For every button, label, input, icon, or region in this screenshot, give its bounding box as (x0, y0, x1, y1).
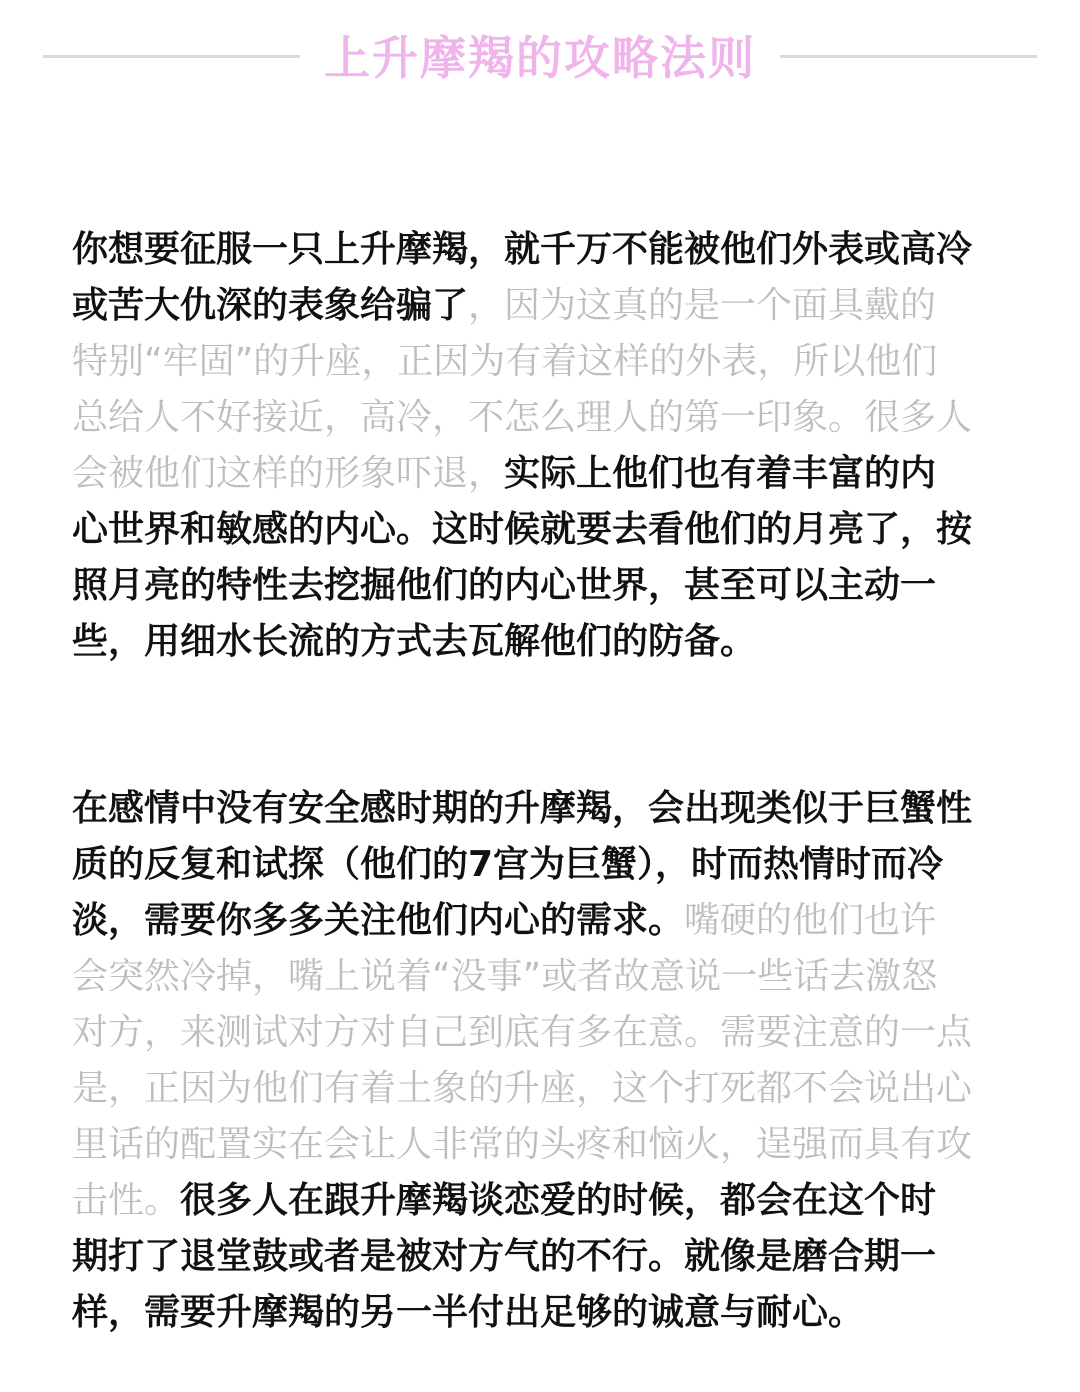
paragraph-2 (72, 781, 972, 1341)
section-title: 上升摩羯的攻略法则 (324, 31, 756, 85)
paragraph-1-bold-conclusion: 实际上他们也有着丰富的内心世界和敏感的内心。这时候就要去看他们的月亮了，按照月亮的特性去挖掘他们的内心世界，甚至可以主动一些，用细水长流的方式去瓦解他们的防备。 (72, 453, 973, 662)
paragraph-1 (72, 222, 972, 670)
header-divider-right (780, 55, 1037, 58)
paragraph-2-faded-text: 嘴硬的他们也许会突然冷掉，嘴上说着“没事”或者故意说一些话去激怒对方，来测试对方对自己到底有多在意。需要注意的一点是，正因为他们有着土象的升座，这个打死都不会说出心里话的配置实在会让人非常的头疼和恼火，逞强而具有攻击性。 (72, 900, 973, 1221)
paragraph-2-bold-conclusion: 很多人在跟升摩羯谈恋爱的时候，都会在这个时期打了退堂鼓或者是被对方气的不行。就像是磨合期一样，需要升摩羯的另一半付出足够的诚意与耐心。 (72, 1180, 937, 1333)
paragraph-2-bold-intro: 在感情中没有安全感时期的升摩羯，会出现类似于巨蟹性质的反复和试探（他们的7宫为巨蟹），时而热情时而冷淡，需要你多多关注他们内心的需求。 (72, 788, 973, 941)
paragraph-1-bold-intro: 你想要征服一只上升摩羯，就千万不能被他们外表或高冷或苦大仇深的表象给骗了 (72, 229, 973, 326)
paragraph-1-faded-text: ，因为这真的是一个面具戴的特别“牢固”的升座，正因为有着这样的外表，所以他们总给人不好接近，高冷，不怎么理人的第一印象。很多人会被他们这样的形象吓退， (72, 285, 973, 494)
section-header (0, 22, 1080, 94)
header-divider-left (43, 55, 300, 58)
